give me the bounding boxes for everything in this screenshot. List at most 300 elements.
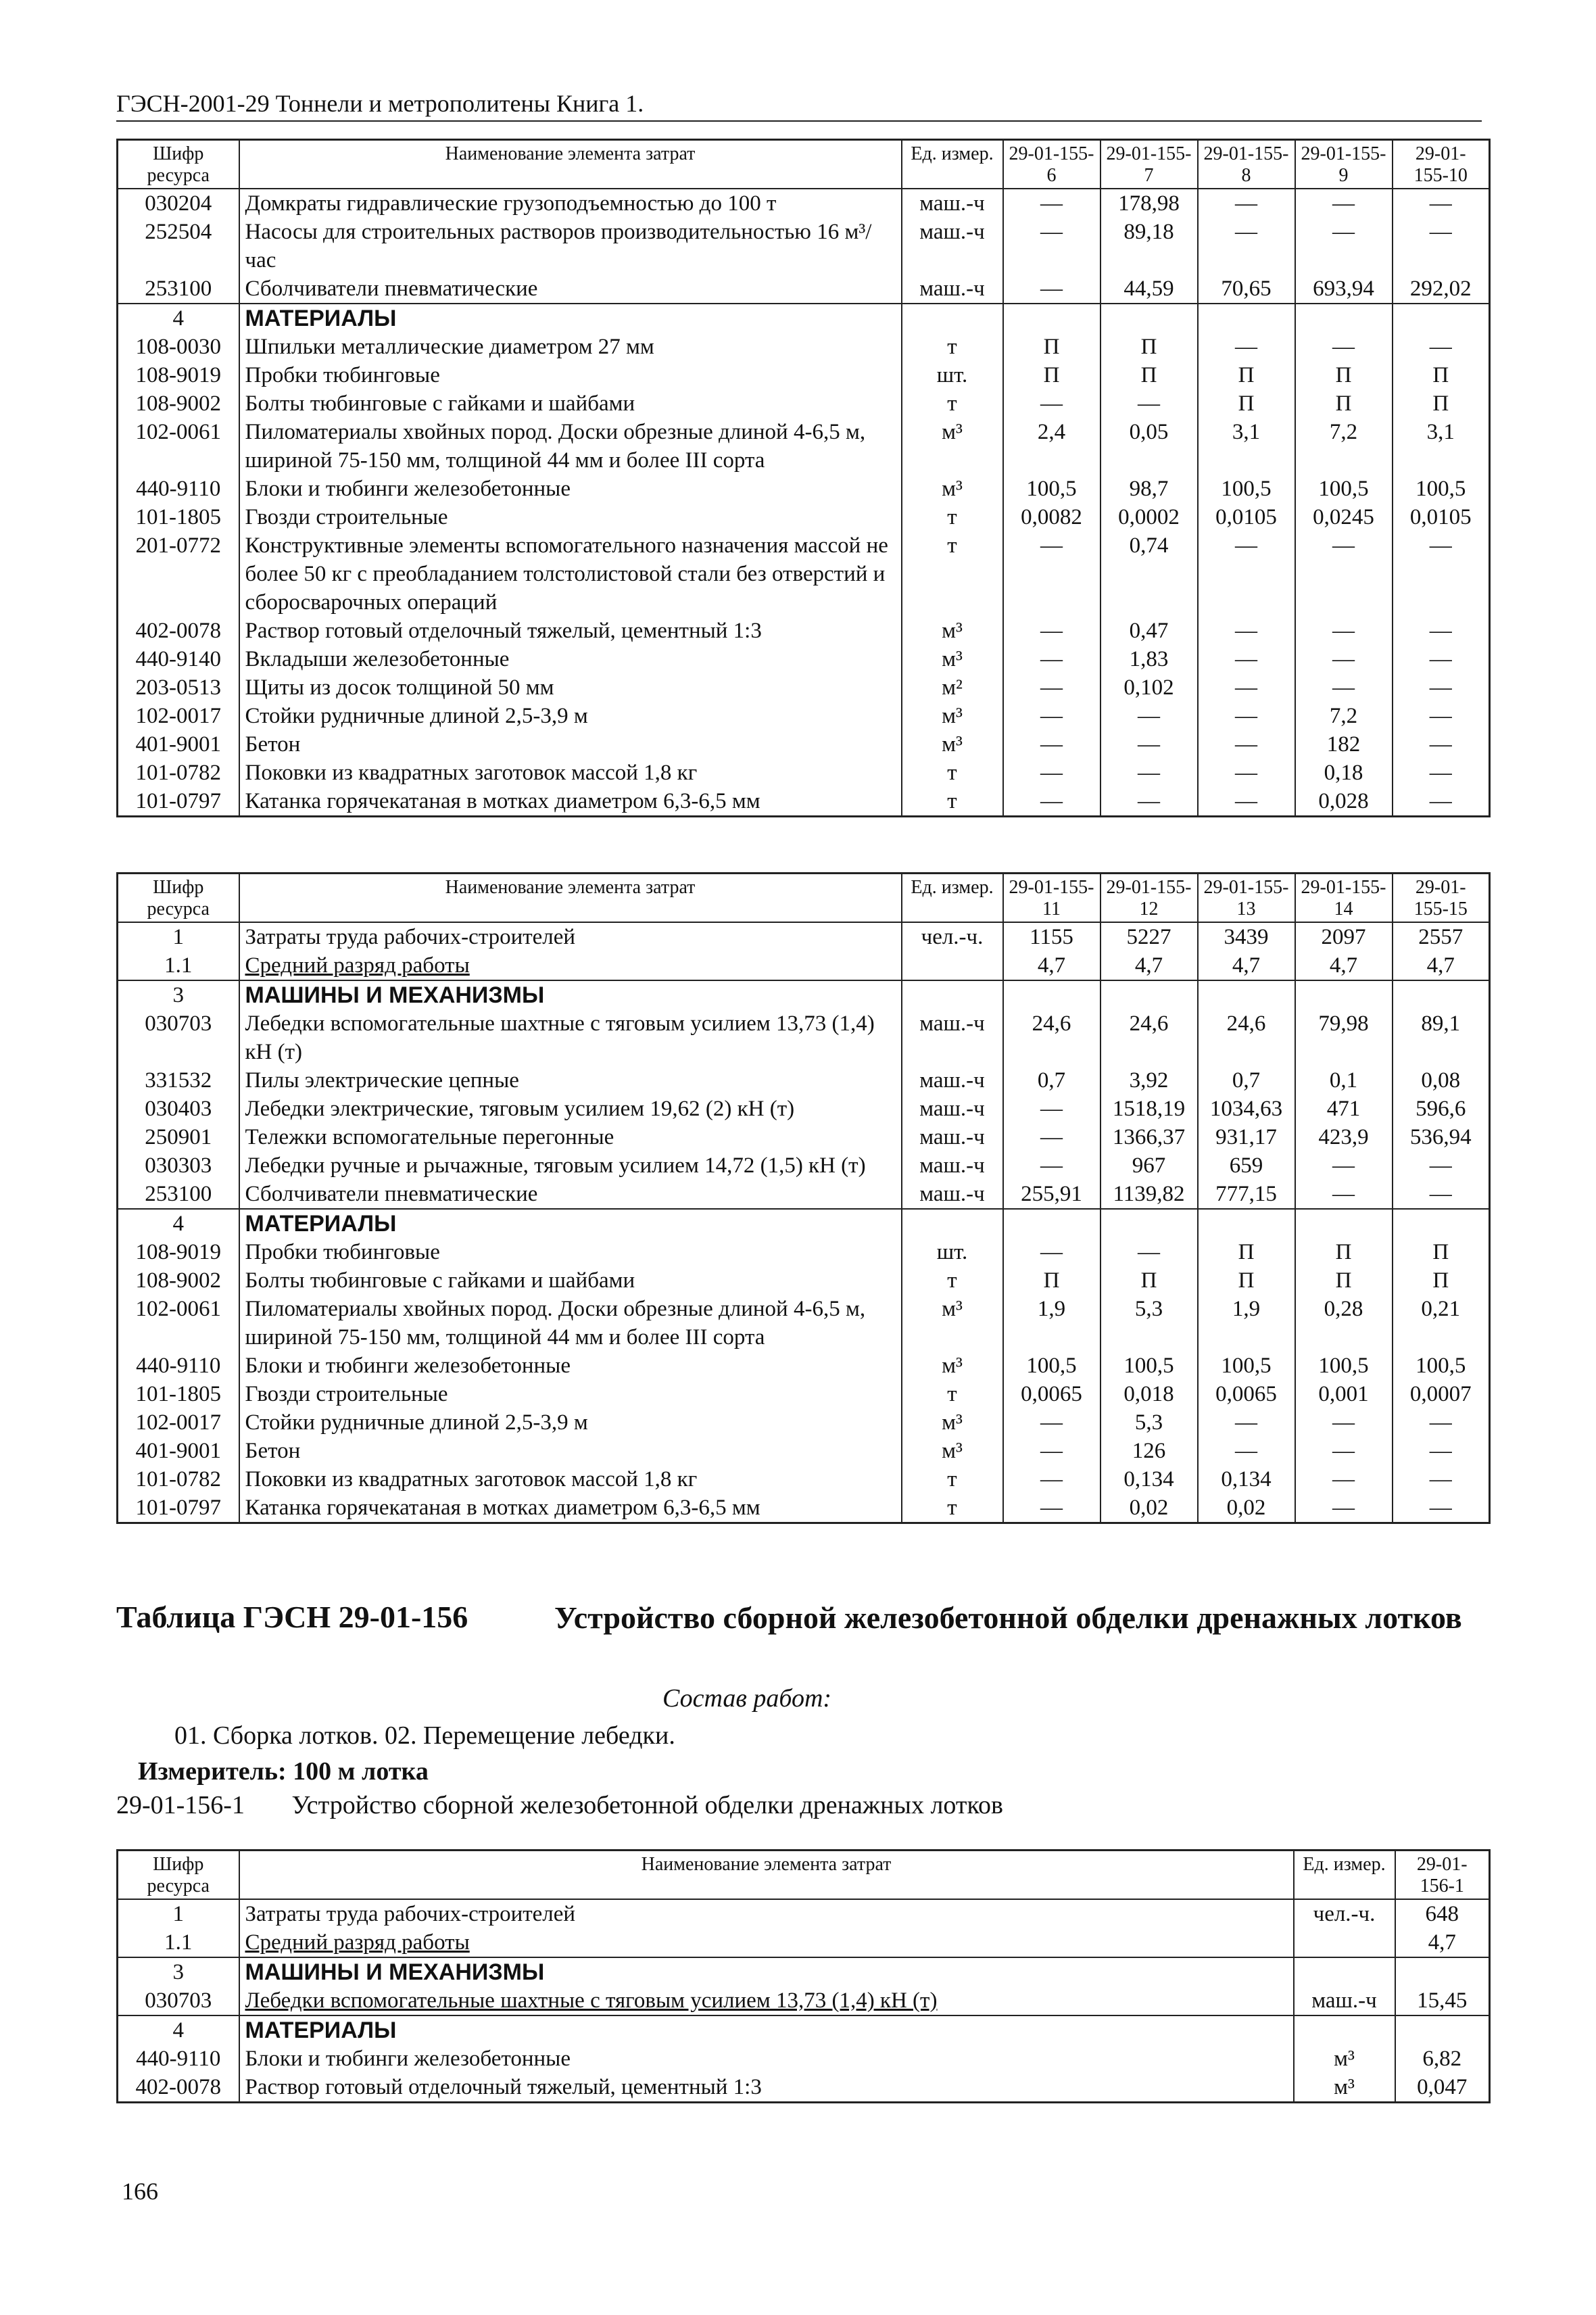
resource-code: 101-0782 xyxy=(118,1465,239,1494)
table-row xyxy=(118,1380,1490,1408)
table-row xyxy=(118,1238,1490,1266)
resource-code: 440-9110 xyxy=(118,475,239,503)
resource-value: — xyxy=(1198,189,1295,218)
resource-value: — xyxy=(1101,787,1198,817)
resource-code: 252504 xyxy=(118,218,239,275)
resource-value: 2,4 xyxy=(1003,418,1101,475)
resource-value: — xyxy=(1101,389,1198,418)
resource-value: — xyxy=(1393,702,1490,730)
resource-value: 126 xyxy=(1101,1437,1198,1465)
resource-unit: маш.-ч xyxy=(902,189,1003,218)
resource-code: 3 xyxy=(118,1957,239,1986)
resource-value: 0,047 xyxy=(1395,2073,1490,2103)
resource-value: — xyxy=(1003,218,1101,275)
resource-value: — xyxy=(1198,218,1295,275)
table-heading: Устройство сборной железобетонной обделки дренажных лотков xyxy=(554,1600,1462,1635)
resource-value xyxy=(1003,980,1101,1009)
resource-unit: шт. xyxy=(902,1238,1003,1266)
resource-value: — xyxy=(1295,1465,1393,1494)
resource-value: 596,6 xyxy=(1393,1095,1490,1123)
work-operations: 01. Сборка лотков. 02. Перемещение лебедки. xyxy=(174,1721,675,1750)
table-row xyxy=(118,1151,1490,1180)
resource-value: — xyxy=(1003,702,1101,730)
resource-unit: т xyxy=(902,787,1003,817)
resource-value: 89,18 xyxy=(1101,218,1198,275)
resource-value: 0,028 xyxy=(1295,787,1393,817)
resource-value: — xyxy=(1003,275,1101,304)
table-row xyxy=(118,1494,1490,1523)
resource-value: — xyxy=(1198,730,1295,759)
resource-value: — xyxy=(1393,1151,1490,1180)
resource-unit: т xyxy=(902,1266,1003,1295)
resource-value: 100,5 xyxy=(1393,1352,1490,1380)
resource-value: П xyxy=(1003,333,1101,361)
resource-code: 1.1 xyxy=(118,1928,239,1957)
resource-code: 1.1 xyxy=(118,951,239,980)
resource-value: 0,7 xyxy=(1198,1066,1295,1095)
resource-value: — xyxy=(1393,333,1490,361)
resource-value: П xyxy=(1393,1238,1490,1266)
resource-unit: т xyxy=(902,759,1003,787)
resource-value: 536,94 xyxy=(1393,1123,1490,1151)
table-row xyxy=(118,1352,1490,1380)
resource-value: 0,0105 xyxy=(1393,503,1490,531)
resource-value: П xyxy=(1393,361,1490,389)
resource-name: МАШИНЫ И МЕХАНИЗМЫ xyxy=(239,1957,1294,1986)
resource-value: П xyxy=(1393,1266,1490,1295)
norm-column-header: 29-01-155-9 xyxy=(1295,140,1393,189)
resource-name: Домкраты гидравлические грузоподъемностью до 100 т xyxy=(239,189,902,218)
resource-value: 44,59 xyxy=(1101,275,1198,304)
table-row xyxy=(118,1009,1490,1066)
resource-value: П xyxy=(1295,1266,1393,1295)
resource-value: П xyxy=(1198,1266,1295,1295)
resource-value: 3,1 xyxy=(1198,418,1295,475)
resource-value: 3,92 xyxy=(1101,1066,1198,1095)
resource-name: МАТЕРИАЛЫ xyxy=(239,2015,1294,2045)
resource-value: 967 xyxy=(1101,1151,1198,1180)
resource-code: 4 xyxy=(118,304,239,333)
resource-value: 0,21 xyxy=(1393,1295,1490,1352)
resource-value: 4,7 xyxy=(1198,951,1295,980)
resource-value: — xyxy=(1393,787,1490,817)
resource-value: П xyxy=(1198,1238,1295,1266)
resource-code: 030303 xyxy=(118,1151,239,1180)
resource-name: Насосы для строительных растворов производительностью 16 м³/час xyxy=(239,218,902,275)
table-row xyxy=(118,475,1490,503)
table-row xyxy=(118,787,1490,817)
resource-value: — xyxy=(1003,673,1101,702)
norm-column-header: 29-01-155-11 xyxy=(1003,874,1101,923)
resource-name: Раствор готовый отделочный тяжелый, цементный 1:3 xyxy=(239,2073,1294,2103)
code-header: Шифр ресурса xyxy=(118,1851,239,1900)
resource-unit xyxy=(1294,1928,1395,1957)
resource-value: — xyxy=(1198,1408,1295,1437)
resource-value: — xyxy=(1393,759,1490,787)
resource-unit xyxy=(902,1209,1003,1238)
resource-value: 0,018 xyxy=(1101,1380,1198,1408)
resource-name: Катанка горячекатаная в мотках диаметром 6,3-6,5 мм xyxy=(239,787,902,817)
table-row xyxy=(118,1295,1490,1352)
resource-unit: т xyxy=(902,1465,1003,1494)
resource-code: 108-9002 xyxy=(118,389,239,418)
resource-name: МАТЕРИАЛЫ xyxy=(239,1209,902,1238)
resource-name: Сболчиватели пневматические xyxy=(239,275,902,304)
resource-value: 100,5 xyxy=(1295,475,1393,503)
resource-value: — xyxy=(1295,1151,1393,1180)
section-row xyxy=(118,304,1490,333)
resource-code: 102-0061 xyxy=(118,1295,239,1352)
resource-value: — xyxy=(1003,1437,1101,1465)
resource-value xyxy=(1101,1209,1198,1238)
composition-label: Состав работ: xyxy=(662,1684,832,1713)
resource-value xyxy=(1003,1209,1101,1238)
resource-code: 030703 xyxy=(118,1009,239,1066)
resource-value xyxy=(1393,304,1490,333)
table-row xyxy=(118,361,1490,389)
resource-unit: маш.-ч xyxy=(902,1009,1003,1066)
resource-name: МАШИНЫ И МЕХАНИЗМЫ xyxy=(239,980,902,1009)
resource-value: 693,94 xyxy=(1295,275,1393,304)
resource-code: 030403 xyxy=(118,1095,239,1123)
resource-value: 0,0002 xyxy=(1101,503,1198,531)
resource-code: 030204 xyxy=(118,189,239,218)
resource-value: 15,45 xyxy=(1395,1986,1490,2015)
resource-unit: м³ xyxy=(1294,2045,1395,2073)
resource-unit xyxy=(902,980,1003,1009)
unit-header: Ед. измер. xyxy=(1294,1851,1395,1900)
norm-column-header: 29-01-155-8 xyxy=(1198,140,1295,189)
resource-value: П xyxy=(1295,1238,1393,1266)
table-row xyxy=(118,645,1490,673)
resource-name: Бетон xyxy=(239,730,902,759)
resource-value: П xyxy=(1295,389,1393,418)
resource-name: Затраты труда рабочих-строителей xyxy=(239,922,902,951)
table-row xyxy=(118,189,1490,218)
resource-code: 253100 xyxy=(118,1180,239,1209)
norm-column-header: 29-01-155-7 xyxy=(1101,140,1198,189)
resource-value: 100,5 xyxy=(1003,475,1101,503)
section-row xyxy=(118,1957,1490,1986)
resource-value: — xyxy=(1393,730,1490,759)
table-row xyxy=(118,1437,1490,1465)
resource-value: 6,82 xyxy=(1395,2045,1490,2073)
resource-value: 0,02 xyxy=(1198,1494,1295,1523)
resource-value: 1518,19 xyxy=(1101,1095,1198,1123)
code-header: Шифр ресурса xyxy=(118,874,239,923)
resource-value: 89,1 xyxy=(1393,1009,1490,1066)
resource-value: — xyxy=(1198,531,1295,617)
resource-code: 101-0782 xyxy=(118,759,239,787)
resource-name: Затраты труда рабочих-строителей xyxy=(239,1899,1294,1928)
resource-value: 4,7 xyxy=(1395,1928,1490,1957)
norm-name: Устройство сборной железобетонной обделки дренажных лотков xyxy=(291,1791,1004,1819)
resource-value: 24,6 xyxy=(1101,1009,1198,1066)
resource-value: 1034,63 xyxy=(1198,1095,1295,1123)
resource-unit: м³ xyxy=(902,1352,1003,1380)
resource-code: 102-0017 xyxy=(118,1408,239,1437)
resource-value: — xyxy=(1198,673,1295,702)
resource-unit: маш.-ч xyxy=(902,218,1003,275)
resource-unit: м³ xyxy=(1294,2073,1395,2103)
section-row xyxy=(118,2015,1490,2045)
resource-unit xyxy=(1294,2015,1395,2045)
table-row xyxy=(118,1180,1490,1209)
resource-name: Катанка горячекатаная в мотках диаметром 6,3-6,5 мм xyxy=(239,1494,902,1523)
resource-unit xyxy=(902,951,1003,980)
resource-value: — xyxy=(1295,645,1393,673)
resource-name: Гвозди строительные xyxy=(239,1380,902,1408)
resource-value: — xyxy=(1198,1437,1295,1465)
resource-value xyxy=(1295,1209,1393,1238)
table-row xyxy=(118,759,1490,787)
table-row xyxy=(118,1986,1490,2015)
table-row xyxy=(118,730,1490,759)
resource-unit: м³ xyxy=(902,418,1003,475)
resource-code: 3 xyxy=(118,980,239,1009)
resource-value: 100,5 xyxy=(1003,1352,1101,1380)
resource-value: — xyxy=(1101,702,1198,730)
resource-value: 100,5 xyxy=(1198,475,1295,503)
resource-code: 101-1805 xyxy=(118,503,239,531)
resource-value: — xyxy=(1003,531,1101,617)
resource-value: — xyxy=(1003,1494,1101,1523)
resource-code: 203-0513 xyxy=(118,673,239,702)
resource-unit: м³ xyxy=(902,1437,1003,1465)
resource-code: 401-9001 xyxy=(118,1437,239,1465)
resource-value: — xyxy=(1393,1437,1490,1465)
resource-value xyxy=(1198,304,1295,333)
resource-value: 24,6 xyxy=(1198,1009,1295,1066)
resource-name: Лебедки вспомогательные шахтные с тяговым усилием 13,73 (1,4) кН (т) xyxy=(239,1009,902,1066)
resource-value: — xyxy=(1393,645,1490,673)
table-row xyxy=(118,389,1490,418)
resource-value: — xyxy=(1003,1151,1101,1180)
resource-name: Поковки из квадратных заготовок массой 1,8 кг xyxy=(239,1465,902,1494)
resource-unit: маш.-ч xyxy=(902,275,1003,304)
resource-value: 2097 xyxy=(1295,922,1393,951)
resource-value: — xyxy=(1003,389,1101,418)
resource-value: 0,0065 xyxy=(1198,1380,1295,1408)
resource-value: 0,05 xyxy=(1101,418,1198,475)
running-head: ГЭСН-2001-29 Тоннели и метрополитены Книга 1. xyxy=(116,89,1482,122)
resource-code: 108-9019 xyxy=(118,361,239,389)
table-row xyxy=(118,218,1490,275)
table-row xyxy=(118,673,1490,702)
resource-value: — xyxy=(1295,673,1393,702)
resource-code: 402-0078 xyxy=(118,2073,239,2103)
resource-value: 0,0105 xyxy=(1198,503,1295,531)
resource-value: 0,02 xyxy=(1101,1494,1198,1523)
resource-value: — xyxy=(1393,1465,1490,1494)
resource-value: 0,47 xyxy=(1101,617,1198,645)
resource-value: 5,3 xyxy=(1101,1408,1198,1437)
resource-name: Блоки и тюбинги железобетонные xyxy=(239,475,902,503)
resource-value: — xyxy=(1295,617,1393,645)
resource-value: 7,2 xyxy=(1295,418,1393,475)
resource-value xyxy=(1198,1209,1295,1238)
resource-unit: т xyxy=(902,389,1003,418)
resource-unit: шт. xyxy=(902,361,1003,389)
resource-name: Пробки тюбинговые xyxy=(239,1238,902,1266)
resource-value: — xyxy=(1198,702,1295,730)
resource-value: — xyxy=(1003,787,1101,817)
resource-value: — xyxy=(1003,730,1101,759)
resource-unit: т xyxy=(902,1380,1003,1408)
resource-value: — xyxy=(1003,1095,1101,1123)
norm-code: 29-01-156-1 xyxy=(116,1791,245,1819)
resource-value: 0,134 xyxy=(1101,1465,1198,1494)
resource-code: 101-1805 xyxy=(118,1380,239,1408)
table-row xyxy=(118,418,1490,475)
resource-value xyxy=(1003,304,1101,333)
resource-name: Лебедки вспомогательные шахтные с тяговым усилием 13,73 (1,4) кН (т) xyxy=(239,1986,1294,2015)
table-row xyxy=(118,1928,1490,1957)
resource-name: Стойки рудничные длиной 2,5-3,9 м xyxy=(239,1408,902,1437)
resource-value xyxy=(1101,304,1198,333)
resource-value: 2557 xyxy=(1393,922,1490,951)
resource-value: — xyxy=(1295,1494,1393,1523)
resource-value: 0,1 xyxy=(1295,1066,1393,1095)
resource-name: Болты тюбинговые с гайками и шайбами xyxy=(239,1266,902,1295)
resource-value: — xyxy=(1003,1238,1101,1266)
resource-value: 4,7 xyxy=(1393,951,1490,980)
resource-value: П xyxy=(1003,1266,1101,1295)
resource-name: Блоки и тюбинги железобетонные xyxy=(239,2045,1294,2073)
resource-value: 471 xyxy=(1295,1095,1393,1123)
resource-name: Средний разряд работы xyxy=(239,1928,1294,1957)
resource-value: 0,001 xyxy=(1295,1380,1393,1408)
resource-value: 79,98 xyxy=(1295,1009,1393,1066)
resource-name: Пилы электрические цепные xyxy=(239,1066,902,1095)
name-header: Наименование элемента затрат xyxy=(239,140,902,189)
resource-name: Пиломатериалы хвойных пород. Доски обрезные длиной 4-6,5 м, шириной 75-150 мм, толщиной 44 мм и более III сорта xyxy=(239,418,902,475)
resource-table-156-1 xyxy=(116,1849,1491,2103)
resource-unit: т xyxy=(902,503,1003,531)
resource-value: 70,65 xyxy=(1198,275,1295,304)
resource-value: 7,2 xyxy=(1295,702,1393,730)
norm-column-header: 29-01-155-10 xyxy=(1393,140,1490,189)
resource-value: 1,9 xyxy=(1003,1295,1101,1352)
resource-value: — xyxy=(1003,759,1101,787)
resource-value: 100,5 xyxy=(1295,1352,1393,1380)
resource-value: — xyxy=(1003,645,1101,673)
resource-value: 4,7 xyxy=(1295,951,1393,980)
table-title: Таблица ГЭСН 29-01-156 xyxy=(116,1600,468,1634)
resource-code: 101-0797 xyxy=(118,787,239,817)
resource-value: 0,08 xyxy=(1393,1066,1490,1095)
resource-unit: маш.-ч xyxy=(902,1066,1003,1095)
resource-unit: маш.-ч xyxy=(902,1180,1003,1209)
resource-name: Шпильки металлические диаметром 27 мм xyxy=(239,333,902,361)
resource-unit xyxy=(1294,1957,1395,1986)
header-row xyxy=(118,1851,1490,1900)
resource-value: 0,7 xyxy=(1003,1066,1101,1095)
table-row xyxy=(118,1123,1490,1151)
resource-code: 102-0061 xyxy=(118,418,239,475)
resource-name: Пробки тюбинговые xyxy=(239,361,902,389)
resource-name: Щиты из досок толщиной 50 мм xyxy=(239,673,902,702)
unit-header: Ед. измер. xyxy=(902,874,1003,923)
resource-unit: т xyxy=(902,1494,1003,1523)
resource-value: 1366,37 xyxy=(1101,1123,1198,1151)
resource-value: 777,15 xyxy=(1198,1180,1295,1209)
resource-value: 0,134 xyxy=(1198,1465,1295,1494)
resource-name: Лебедки ручные и рычажные, тяговым усилием 14,72 (1,5) кН (т) xyxy=(239,1151,902,1180)
resource-value: П xyxy=(1003,361,1101,389)
resource-value: — xyxy=(1003,1408,1101,1437)
name-header: Наименование элемента затрат xyxy=(239,874,902,923)
resource-unit: м³ xyxy=(902,475,1003,503)
resource-code: 201-0772 xyxy=(118,531,239,617)
resource-value: 1139,82 xyxy=(1101,1180,1198,1209)
table-row xyxy=(118,1408,1490,1437)
table-row xyxy=(118,2073,1490,2103)
resource-name: Тележки вспомогательные перегонные xyxy=(239,1123,902,1151)
norm-column-header: 29-01-155-13 xyxy=(1198,874,1295,923)
resource-value: 24,6 xyxy=(1003,1009,1101,1066)
resource-value xyxy=(1395,2015,1490,2045)
resource-code: 440-9140 xyxy=(118,645,239,673)
resource-name: Стойки рудничные длиной 2,5-3,9 м xyxy=(239,702,902,730)
header-row xyxy=(118,874,1490,923)
resource-value: — xyxy=(1101,730,1198,759)
resource-unit xyxy=(902,304,1003,333)
resource-value: 100,5 xyxy=(1101,1352,1198,1380)
resource-unit: т xyxy=(902,333,1003,361)
table-row xyxy=(118,333,1490,361)
resource-unit: м³ xyxy=(902,645,1003,673)
resource-value: — xyxy=(1295,333,1393,361)
resource-value: П xyxy=(1101,333,1198,361)
resource-table-155-6-10 xyxy=(116,139,1491,817)
resource-value: — xyxy=(1295,1180,1393,1209)
resource-value: — xyxy=(1003,617,1101,645)
resource-unit: м³ xyxy=(902,1295,1003,1352)
resource-value: — xyxy=(1295,218,1393,275)
resource-value: 100,5 xyxy=(1198,1352,1295,1380)
resource-value: — xyxy=(1198,645,1295,673)
resource-code: 250901 xyxy=(118,1123,239,1151)
resource-value: 1,83 xyxy=(1101,645,1198,673)
resource-value: 5,3 xyxy=(1101,1295,1198,1352)
resource-value: 178,98 xyxy=(1101,189,1198,218)
resource-code: 440-9110 xyxy=(118,2045,239,2073)
norm-column-header: 29-01-155-15 xyxy=(1393,874,1490,923)
resource-code: 102-0017 xyxy=(118,702,239,730)
resource-code: 030703 xyxy=(118,1986,239,2015)
resource-unit: т xyxy=(902,531,1003,617)
resource-name: Блоки и тюбинги железобетонные xyxy=(239,1352,902,1380)
resource-unit: чел.-ч. xyxy=(902,922,1003,951)
resource-code: 108-9002 xyxy=(118,1266,239,1295)
resource-value: 0,0245 xyxy=(1295,503,1393,531)
resource-value: 1155 xyxy=(1003,922,1101,951)
resource-value: 1,9 xyxy=(1198,1295,1295,1352)
code-header: Шифр ресурса xyxy=(118,140,239,189)
unit-header: Ед. измер. xyxy=(902,140,1003,189)
resource-value: 931,17 xyxy=(1198,1123,1295,1151)
table-row xyxy=(118,1899,1490,1928)
resource-value: — xyxy=(1393,617,1490,645)
resource-value: 423,9 xyxy=(1295,1123,1393,1151)
resource-name: Поковки из квадратных заготовок массой 1,8 кг xyxy=(239,759,902,787)
resource-value: 4,7 xyxy=(1101,951,1198,980)
name-header: Наименование элемента затрат xyxy=(239,1851,1294,1900)
resource-name: Гвозди строительные xyxy=(239,503,902,531)
resource-value: 255,91 xyxy=(1003,1180,1101,1209)
table-row xyxy=(118,951,1490,980)
